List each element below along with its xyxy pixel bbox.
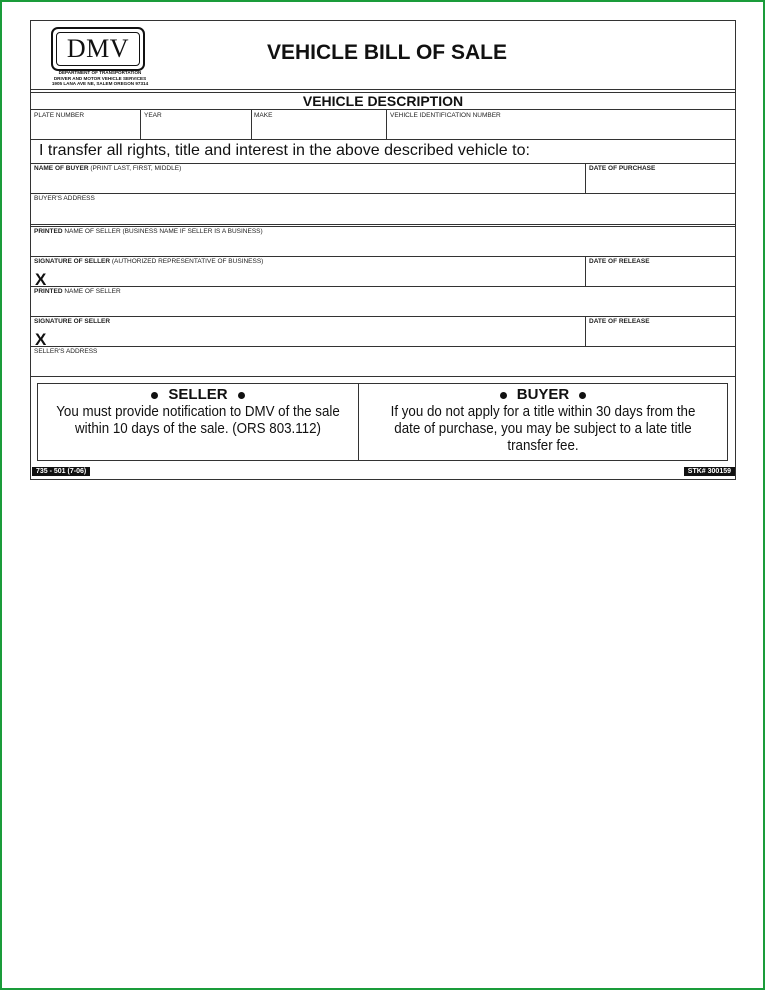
buyer-name-label: NAME OF BUYER: [34, 165, 89, 172]
buyer-notice-heading: [359, 386, 727, 403]
dmv-logo: [51, 27, 145, 71]
buyer-notice-line: date of purchase, you may be subject to a late title: [394, 421, 692, 437]
divider: [386, 109, 387, 139]
bullet-icon: [579, 392, 586, 399]
divider: [31, 346, 735, 347]
seller-notice-title: SELLER: [168, 386, 228, 403]
divider: [31, 316, 735, 317]
date-of-release-field[interactable]: [589, 258, 650, 265]
divider: [31, 163, 735, 164]
department-line-3: 1905 LANA AVE NE, SALEM OREGON 97314: [51, 81, 149, 87]
stock-number-tag: STK# 300159: [684, 467, 735, 476]
divider: [140, 109, 141, 139]
vehicle-description-heading: VEHICLE DESCRIPTION: [302, 93, 464, 109]
signature-x-mark: X: [35, 330, 47, 349]
buyer-name-field[interactable]: [34, 165, 181, 172]
printed-seller-name-field[interactable]: [34, 228, 263, 235]
divider: [251, 109, 252, 139]
date-of-purchase-label: DATE OF PURCHASE: [589, 165, 656, 172]
seller-notice-line: within 10 days of the sale. (ORS 803.112): [75, 421, 321, 437]
seller-notice: [38, 384, 358, 460]
divider: [31, 256, 735, 257]
printed-seller-name-hint: NAME OF SELLER: [64, 288, 121, 295]
vin-field[interactable]: VEHICLE IDENTIFICATION NUMBER: [390, 112, 501, 119]
department-line-2: DRIVER AND MOTOR VEHICLE SERVICES: [53, 75, 147, 81]
buyer-notice: [359, 384, 727, 460]
divider: [31, 89, 735, 90]
divider: [585, 256, 586, 286]
notice-box: [37, 383, 728, 461]
divider: [31, 224, 735, 225]
buyer-notice-title: BUYER: [516, 386, 570, 403]
bullet-icon: [238, 392, 245, 399]
divider: [585, 316, 586, 346]
buyer-notice-line: If you do not apply for a title within 30 days from the: [390, 404, 696, 420]
printed-label: PRINTED: [34, 288, 63, 295]
date-of-release-label: DATE OF RELEASE: [589, 318, 650, 325]
buyer-name-hint: (PRINT LAST, FIRST, MIDDLE): [90, 165, 182, 172]
plate-number-field[interactable]: PLATE NUMBER: [34, 112, 85, 119]
bullet-icon: [500, 392, 507, 399]
transfer-statement: I transfer all rights, title and interest in the above described vehicle to:: [39, 142, 530, 159]
signature-x-mark: X: [35, 270, 47, 289]
department-address: [45, 70, 155, 87]
date-of-release-label: DATE OF RELEASE: [589, 258, 650, 265]
buyer-notice-line: transfer fee.: [507, 438, 579, 454]
date-of-purchase-field[interactable]: [589, 165, 655, 172]
year-field[interactable]: YEAR: [144, 112, 162, 119]
seller-notice-line: You must provide notification to DMV of the sale: [56, 404, 340, 420]
bill-of-sale-form: [30, 20, 736, 480]
department-line-1: DEPARTMENT OF TRANSPORTATION: [58, 70, 142, 75]
seller-notice-text: [51, 404, 345, 438]
seller-signature-field[interactable]: [34, 258, 263, 265]
seller-signature-label: SIGNATURE OF SELLER: [34, 318, 111, 325]
printed-label: PRINTED: [34, 228, 63, 235]
printed-seller-name-hint: NAME OF SELLER (BUSINESS NAME IF SELLER IS A BUSINESS): [64, 228, 263, 235]
seller-notice-heading: [38, 386, 358, 403]
divider: [31, 286, 735, 287]
divider: [31, 193, 735, 194]
seller-address-field[interactable]: SELLER'S ADDRESS: [34, 348, 98, 355]
seller-signature-hint: (AUTHORIZED REPRESENTATIVE OF BUSINESS): [111, 258, 264, 265]
printed-seller-name-field-2[interactable]: [34, 288, 121, 295]
divider: [585, 163, 586, 193]
date-of-release-field-2[interactable]: [589, 318, 650, 325]
seller-signature-field-2[interactable]: [34, 318, 110, 325]
form-title: VEHICLE BILL OF SALE: [267, 41, 507, 64]
divider: [31, 376, 735, 377]
form-number-tag: 735 - 501 (7-06): [32, 467, 90, 476]
seller-signature-label: SIGNATURE OF SELLER: [34, 258, 111, 265]
bullet-icon: [151, 392, 158, 399]
make-field[interactable]: MAKE: [254, 112, 273, 119]
buyer-notice-text: [374, 404, 713, 455]
divider: [31, 226, 735, 227]
buyer-address-field[interactable]: BUYER'S ADDRESS: [34, 195, 95, 202]
divider: [31, 109, 735, 110]
divider: [31, 139, 735, 140]
dmv-logo-text: DMV: [56, 32, 140, 66]
